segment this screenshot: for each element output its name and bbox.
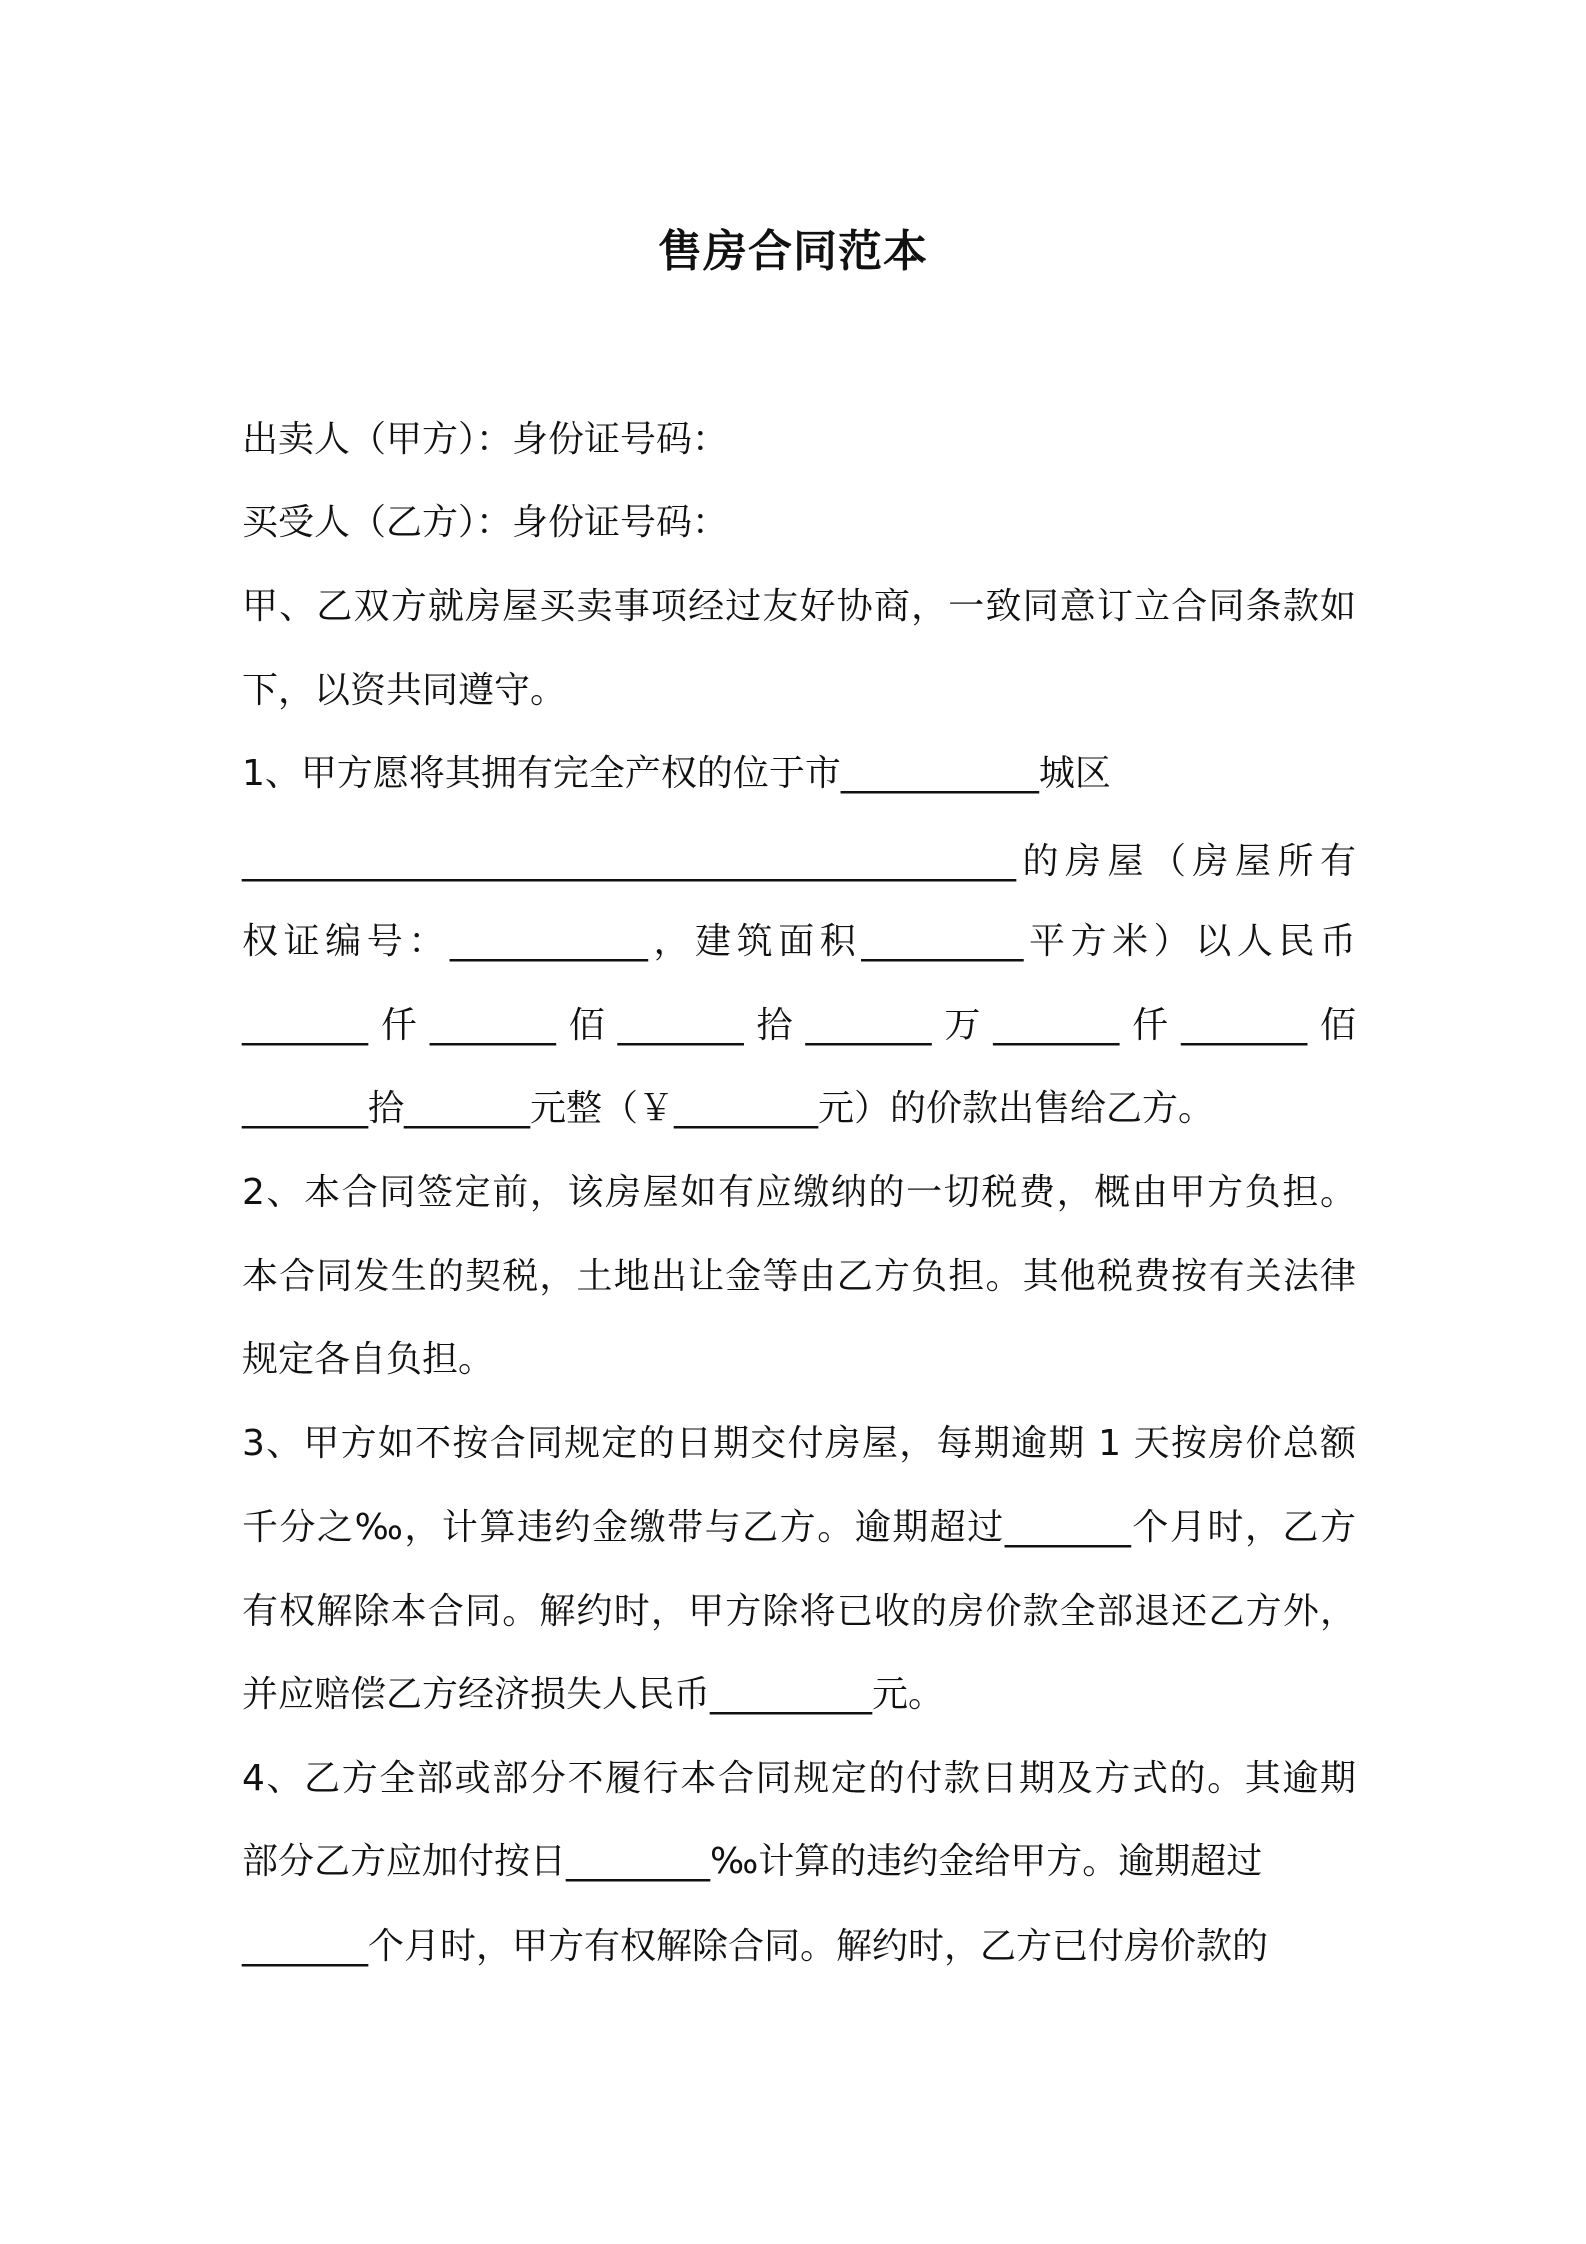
paragraph-line: 有权解除本合同。解约时，甲方除将已收的房价款全部退还乙方外，	[242, 1591, 1356, 1632]
paragraph-line: 本合同发生的契税，土地出让金等由乙方负担。其他税费按有关法律	[242, 1256, 1356, 1297]
paragraph-line: 权证编号：___________，建筑面积_________平方米）以人民币	[242, 921, 1356, 962]
paragraph-line: 下，以资共同遵守。	[242, 670, 567, 711]
document-title: 售房合同范本	[658, 226, 928, 277]
paragraph-line: _______个月时，甲方有权解除合同。解约时，乙方已付房价款的	[242, 1926, 1269, 1967]
paragraph-line: 并应赔偿乙方经济损失人民币_________元。	[242, 1674, 945, 1715]
paragraph-line: _______仟_______佰_______拾_______万_______仟_______佰	[242, 1005, 1356, 1046]
paragraph-line: 千分之‰，计算违约金缴带与乙方。逾期超过_______个月时，乙方	[242, 1507, 1356, 1548]
paragraph-line: _______拾_______元整（￥________元）的价款出售给乙方。	[242, 1088, 1215, 1129]
paragraph-line: 规定各自负担。	[242, 1339, 495, 1380]
buyer-line: 买受人（乙方）：身份证号码：	[242, 502, 729, 543]
paragraph-line: 1、甲方愿将其拥有完全产权的位于市___________城区	[242, 753, 1111, 794]
paragraph-line: 4、乙方全部或部分不履行本合同规定的付款日期及方式的。其逾期	[242, 1758, 1356, 1799]
paragraph-line: 部分乙方应加付按日________‰计算的违约金给甲方。逾期超过	[242, 1841, 1263, 1882]
paragraph-line: 甲、乙双方就房屋买卖事项经过友好协商，一致同意订立合同条款如	[242, 586, 1356, 627]
paragraph-line: 2、本合同签定前，该房屋如有应缴纳的一切税费，概由甲方负担。	[242, 1172, 1356, 1213]
paragraph-line: 3、甲方如不按合同规定的日期交付房屋，每期逾期 1 天按房价总额	[242, 1423, 1356, 1464]
seller-line: 出卖人（甲方）：身份证号码：	[242, 419, 729, 460]
paragraph-line: ___________________________________________的房屋（房屋所有	[242, 841, 1356, 882]
